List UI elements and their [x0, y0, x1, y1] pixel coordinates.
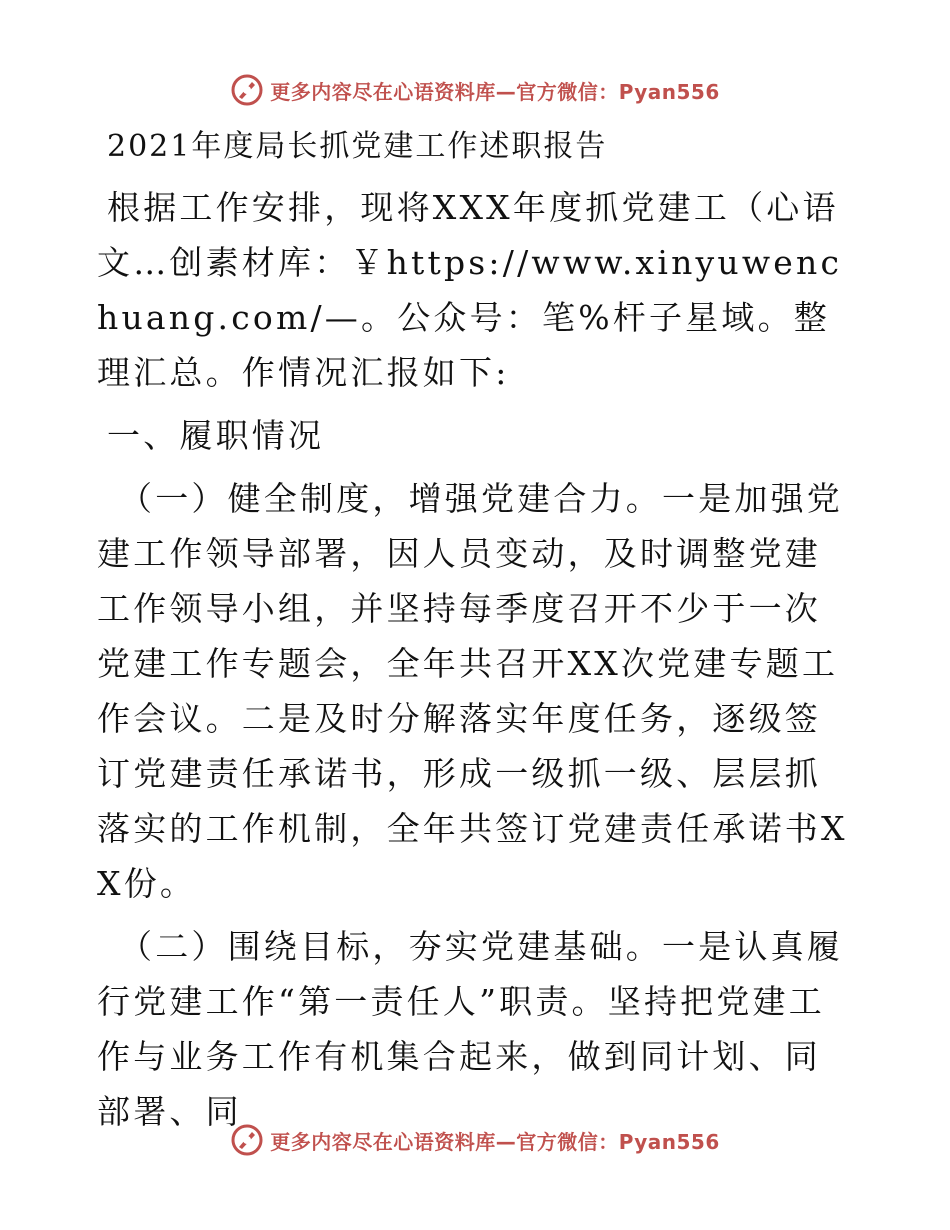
section-heading: 一、履职情况	[107, 416, 325, 455]
paragraph-intro: 根据工作安排，现将XXX年度抓党建工（心语文…创素材库：￥https://www.xinyuwenchuang.com/—。公众号：笔%杆子星域。整理汇总。作情况汇报如下:	[97, 188, 843, 392]
paragraph-section-2: （二）围绕目标，夯实党建基础。一是认真履行党建工作“第一责任人”职责。坚持把党建工作与业务工作有机集合起来，做到同计划、同部署、同	[97, 927, 843, 1131]
watermark-header	[0, 70, 950, 110]
brand-logo-icon	[230, 73, 264, 107]
watermark-text: 更多内容尽在心语资料库—官方微信：Pyan556	[270, 1129, 720, 1154]
watermark-footer	[0, 1120, 950, 1160]
document-title: 2021年度局长抓党建工作述职报告	[107, 129, 608, 164]
document-body	[97, 118, 853, 1147]
watermark-text: 更多内容尽在心语资料库—官方微信：Pyan556	[270, 79, 720, 104]
brand-logo-icon	[230, 1123, 264, 1157]
paragraph-section-1: （一）健全制度，增强党建合力。一是加强党建工作领导部署，因人员变动，及时调整党建工作领导小组，并坚持每季度召开不少于一次党建工作专题会，全年共召开XX次党建专题工作会议。二是及时分解落实年度任务，逐级签订党建责任承诺书，形成一级抓一级、层层抓落实的工作机制，全年共签订党建责任承诺书XX份。	[97, 479, 848, 903]
